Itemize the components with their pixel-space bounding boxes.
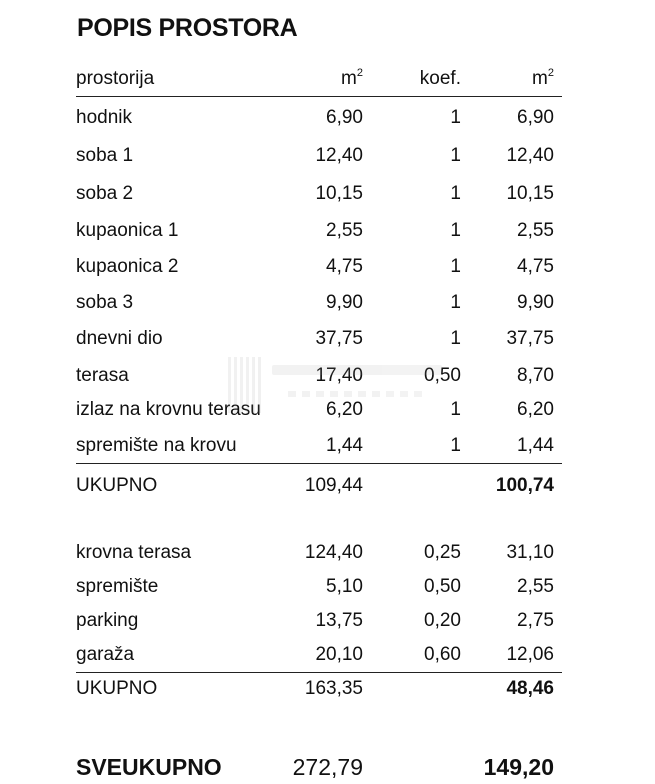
grand-total-label: SVEUKUPNO xyxy=(76,754,222,780)
row-area: 124,40 xyxy=(304,542,363,563)
table-row xyxy=(76,610,562,640)
subtotal-label: UKUPNO xyxy=(76,678,158,699)
row-area: 17,40 xyxy=(315,365,363,386)
row-room: izlaz na krovnu terasu xyxy=(76,399,261,420)
row-room: hodnik xyxy=(76,107,132,128)
row-area: 20,10 xyxy=(315,644,363,665)
row-room: soba 1 xyxy=(76,145,134,166)
table-row xyxy=(76,644,562,674)
row-koef: 1 xyxy=(450,107,461,128)
subtotal-row-1 xyxy=(76,475,562,505)
table-row xyxy=(76,576,562,606)
grand-total-area: 272,79 xyxy=(292,754,363,780)
table-row xyxy=(76,292,562,322)
row-total: 4,75 xyxy=(517,256,554,277)
row-room: parking xyxy=(76,610,139,631)
row-koef: 1 xyxy=(450,145,461,166)
row-area: 2,55 xyxy=(326,220,363,241)
subtotal-area: 109,44 xyxy=(304,475,363,496)
row-room: krovna terasa xyxy=(76,542,192,563)
table-row xyxy=(76,542,562,572)
subtotal-rule-2 xyxy=(76,672,562,673)
row-area: 6,20 xyxy=(326,399,363,420)
page-title: POPIS PROSTORA xyxy=(77,14,298,42)
row-koef: 1 xyxy=(450,399,461,420)
row-room: soba 3 xyxy=(76,292,134,313)
watermark-bars xyxy=(228,357,264,413)
row-total: 31,10 xyxy=(506,542,554,563)
row-koef: 0,50 xyxy=(424,576,461,597)
watermark-subline xyxy=(288,391,428,397)
subtotal-label: UKUPNO xyxy=(76,475,158,496)
table-row xyxy=(76,435,562,465)
row-koef: 1 xyxy=(450,292,461,313)
subtotal-total: 48,46 xyxy=(506,678,554,699)
row-area: 1,44 xyxy=(326,435,363,456)
row-total: 9,90 xyxy=(517,292,554,313)
row-room: spremište xyxy=(76,576,159,597)
row-area: 13,75 xyxy=(315,610,363,631)
row-total: 2,55 xyxy=(517,220,554,241)
row-koef: 0,60 xyxy=(424,644,461,665)
row-room: terasa xyxy=(76,365,129,386)
row-area: 5,10 xyxy=(326,576,363,597)
row-koef: 1 xyxy=(450,220,461,241)
table-row xyxy=(76,145,562,175)
header-room: prostorija xyxy=(76,68,155,89)
row-area: 9,90 xyxy=(326,292,363,313)
subtotal-total: 100,74 xyxy=(495,475,554,496)
row-total: 1,44 xyxy=(517,435,554,456)
row-room: soba 2 xyxy=(76,183,134,204)
row-total: 2,75 xyxy=(517,610,554,631)
row-koef: 0,50 xyxy=(424,365,461,386)
watermark-logo xyxy=(228,357,448,417)
grand-total-value: 149,20 xyxy=(483,754,554,780)
header-koef: koef. xyxy=(419,68,461,89)
table-row xyxy=(76,328,562,358)
row-total: 12,06 xyxy=(506,644,554,665)
row-koef: 1 xyxy=(450,256,461,277)
row-koef: 0,20 xyxy=(424,610,461,631)
subtotal-row-2 xyxy=(76,678,562,708)
table-row xyxy=(76,256,562,286)
header-total: $m^2$ xyxy=(532,67,554,89)
row-room: kupaonica 1 xyxy=(76,220,179,241)
row-koef: 1 xyxy=(450,435,461,456)
row-area: 37,75 xyxy=(315,328,363,349)
row-area: 10,15 xyxy=(315,183,363,204)
watermark-wordmark xyxy=(272,365,442,375)
subtotal-area: 163,35 xyxy=(304,678,363,699)
row-koef: 1 xyxy=(450,183,461,204)
header-area: $m^2$ xyxy=(341,67,363,89)
table-header xyxy=(76,68,562,98)
row-area: 12,40 xyxy=(315,145,363,166)
row-area: 6,90 xyxy=(326,107,363,128)
row-total: 6,90 xyxy=(517,107,554,128)
table-row xyxy=(76,220,562,250)
row-total: 8,70 xyxy=(517,365,554,386)
table-row xyxy=(76,183,562,213)
row-koef: 1 xyxy=(450,328,461,349)
row-room: garaža xyxy=(76,644,135,665)
row-koef: 0,25 xyxy=(424,542,461,563)
row-room: dnevni dio xyxy=(76,328,163,349)
row-area: 4,75 xyxy=(326,256,363,277)
header-rule xyxy=(76,96,562,97)
row-room: kupaonica 2 xyxy=(76,256,179,277)
row-room: spremište na krovu xyxy=(76,435,237,456)
grand-total-row xyxy=(76,754,562,784)
row-total: 10,15 xyxy=(506,183,554,204)
table-row xyxy=(76,107,562,137)
row-total: 2,55 xyxy=(517,576,554,597)
row-total: 12,40 xyxy=(506,145,554,166)
row-total: 37,75 xyxy=(506,328,554,349)
row-total: 6,20 xyxy=(517,399,554,420)
subtotal-rule-1 xyxy=(76,463,562,464)
